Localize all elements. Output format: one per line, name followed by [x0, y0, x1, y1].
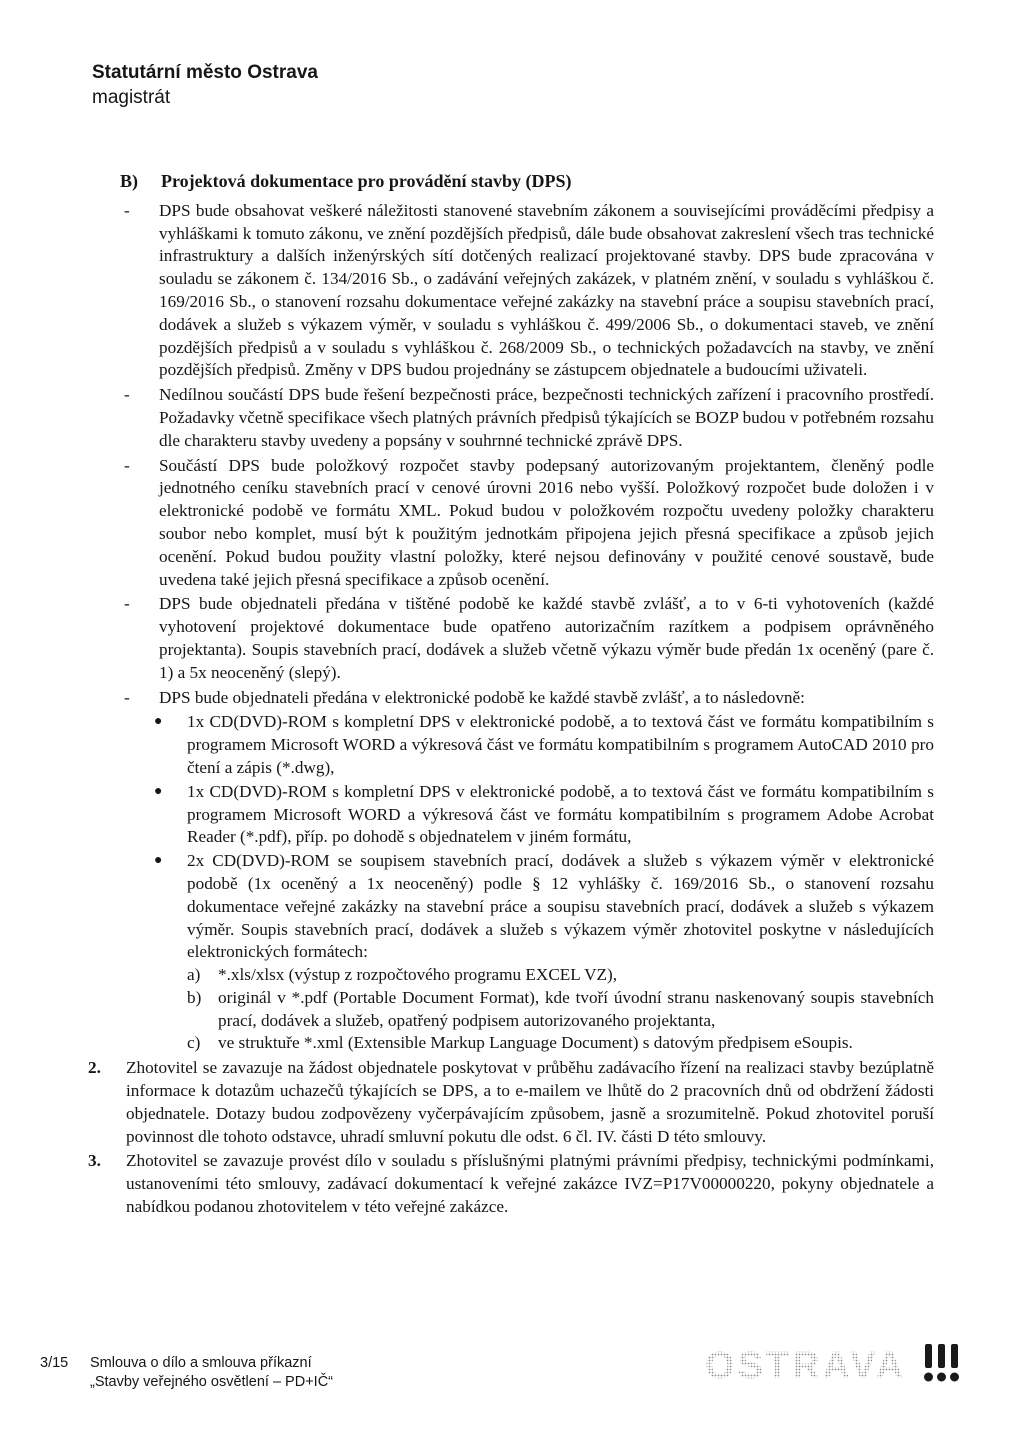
bullet-item-text: 2x CD(DVD)-ROM se soupisem stavebních prací, dodávek a služeb s výkazem výměr v elektronické podobě (1x oceněný a 1x neoceněný) podle § 12 vyhlášky č. 169/2016 Sb., o stanovení rozsahu dokumentace veřejné zakázky na stavební práce a soupisu stavebních prací, dodávek a služeb s výkazem výměr. Soupis stavebních prací, dodávek a služeb s výkazem výměr zhotovitel poskytne v následujících elektronických formátech:	[187, 851, 934, 962]
page-number: 3/15	[40, 1355, 69, 1371]
sub-item-label: c)	[187, 1033, 201, 1053]
dash-list-item	[88, 593, 934, 684]
dash-list-item	[88, 384, 934, 452]
bullet-list-item	[88, 711, 934, 779]
clause-number: 3.	[88, 1151, 101, 1171]
logo-wordmark: OSTRAVA	[705, 1345, 907, 1387]
clause-number: 2.	[88, 1058, 101, 1078]
dash-marker: -	[124, 594, 130, 614]
numbered-clause	[88, 1057, 934, 1148]
section-label: B)	[120, 171, 138, 191]
ostrava-logo	[705, 1338, 965, 1388]
organization-name: Statutární město Ostrava	[92, 62, 318, 83]
sub-item-label: a)	[187, 965, 201, 985]
bullet-list-item	[88, 850, 934, 964]
dash-list-item	[88, 687, 934, 710]
section-heading	[120, 170, 934, 193]
section-title: Projektová dokumentace pro provádění stavby (DPS)	[161, 171, 572, 191]
dash-item-text: DPS bude obsahovat veškeré náležitosti stanovené stavebním zákonem a souvisejícími prováděcími předpisy a vyhláškami k tomuto zákonu, ve znění pozdějších předpisů, dále bude obsahovat zakreslení všech tras technické infrastruktury a dalších inženýrských sítí dotčených realizací projektované stavby. DPS bude zpracována v souladu se zákonem č. 134/2016 Sb., o zadávání veřejných zakázek, v platném znění, v souladu s vyhláškou č. 169/2016 Sb., o stanovení rozsahu dokumentace veřejné zakázky na stavební práce a soupisu stavebních prací, dodávek a služeb s výkazem výměr, v souladu s vyhláškou č. 499/2006 Sb., o dokumentaci staveb, ve znění pozdějších předpisů a v souladu s vyhláškou č. 268/2009 Sb., o technických požadavcích na stavby, ve znění pozdějších předpisů. Změny v DPS budou projednány se zástupcem objednatele a budoucími uživateli.	[159, 200, 934, 380]
bullet-marker: ●	[154, 714, 163, 730]
sub-item-text: originál v *.pdf (Portable Document Format), kde tvoří úvodní stranu naskenovaný soupis stavebních prací, dodávek a služeb, opatřený podpisem autorizovaného projektanta,	[218, 987, 934, 1030]
bullet-item-text: 1x CD(DVD)-ROM s kompletní DPS v elektronické podobě, a to textová část ve formátu kompatibilním s programem Microsoft WORD a výkresová část ve formátu kompatibilním s programem AutoCAD 2010 pro čtení a zápis (*.dwg),	[187, 712, 934, 777]
sub-item-label: b)	[187, 987, 202, 1007]
document-title-line2: „Stavby veřejného osvětlení – PD+IČ“	[90, 1374, 333, 1390]
logo-exclamation-marks	[924, 1344, 959, 1382]
bullet-marker: ●	[154, 853, 163, 869]
dash-item-text: Nedílnou součástí DPS bude řešení bezpečnosti práce, bezpečnosti technických zařízení i pracovního prostředí. Požadavky včetně specifikace všech platných právních předpisů týkajících se BOZP budou v potřebném rozsahu dle charakteru stavby uvedeny a popsány v souhrnné technické zprávě DPS.	[159, 385, 934, 450]
sub-item-text: ve struktuře *.xml (Extensible Markup Language Document) s datovým předpisem eSoupis.	[218, 1033, 853, 1053]
document-title-line1: Smlouva o dílo a smlouva příkazní	[90, 1355, 312, 1371]
sub-list-item	[88, 1032, 934, 1055]
document-header	[92, 60, 318, 110]
dash-item-text: Součástí DPS bude položkový rozpočet stavby podepsaný autorizovaným projektantem, členěný podle jednotného ceníku stavebních prací v cenové úrovni 2016 nebo vyšší. Položkový rozpočet bude doložen i v elektronické podobě ve formátu XML. Pokud budou v položkovém rozpočtu uvedeny položky charakteru soubor nebo komplet, musí být k použitým jednotkám připojena jejich přesná specifikace a způsob jejich ocenění. Pokud budou použity vlastní položky, které nejsou definovány v použité cenové soustavě, bude uvedena také jejich přesná specifikace a způsob ocenění.	[159, 455, 934, 589]
bullet-item-text: 1x CD(DVD)-ROM s kompletní DPS v elektronické podobě, a to textová část ve formátu kompatibilním s programem Microsoft WORD a výkresová část ve formátu kompatibilním s programem Adobe Acrobat Reader (*.pdf), příp. po dohodě s objednatelem v jiném formátu,	[187, 781, 934, 847]
sub-item-text: *.xls/xlsx (výstup z rozpočtového programu EXCEL VZ),	[218, 965, 618, 985]
clause-text: Zhotovitel se zavazuje na žádost objednatele poskytovat v průběhu zadávacího řízení na realizaci stavby bezúplatně informace k dotazům uchazečů týkajících se DPS, a to e-mailem ve lhůtě do 2 pracovních dnů od obdržení žádosti objednatele. Dotazy budou zodpovězeny vyčerpávajícím způsobem, jasně a srozumitelně. Pokud zhotovitel poruší povinnost dle tohoto odstavce, uhradí smluvní pokutu dle odst. 6 čl. IV. části D této smlouvy.	[126, 1058, 934, 1146]
dash-marker: -	[124, 200, 130, 220]
document-title	[90, 1354, 333, 1392]
dash-item-text: DPS bude objednateli předána v tištěné podobě ke každé stavbě zvlášť, a to v 6-ti vyhotoveních (každé vyhotovení projektové dokumentace bude opatřeno autorizačním razítkem a podpisem oprávněného projektanta). Soupis stavebních prací, dodávek a služeb včetně výkazu výměr bude předán 1x oceněný (pare č. 1) a 5x neoceněný (slepý).	[159, 594, 934, 682]
dash-marker: -	[124, 455, 130, 475]
dash-list-item	[88, 200, 934, 382]
numbered-clause	[88, 1150, 934, 1218]
dash-item-text: DPS bude objednateli předána v elektronické podobě ke každé stavbě zvlášť, a to následovně:	[159, 687, 805, 707]
bullet-marker: ●	[154, 783, 163, 799]
dash-marker: -	[124, 385, 130, 405]
dash-list-item	[88, 455, 934, 592]
sub-list-item	[88, 987, 934, 1033]
clause-text: Zhotovitel se zavazuje provést dílo v souladu s příslušnými platnými právními předpisy, technickými podmínkami, ustanoveními této smlouvy, zadávací dokumentací k veřejné zakázce IVZ=P17V00000220, pokyny objednatele a nabídkou podanou zhotovitelem v této veřejné zakázce.	[126, 1151, 934, 1217]
dash-marker: -	[124, 687, 130, 707]
department-name: magistrát	[92, 87, 171, 108]
document-body	[88, 170, 934, 1219]
sub-list-item	[88, 964, 934, 987]
bullet-list-item	[88, 781, 934, 849]
